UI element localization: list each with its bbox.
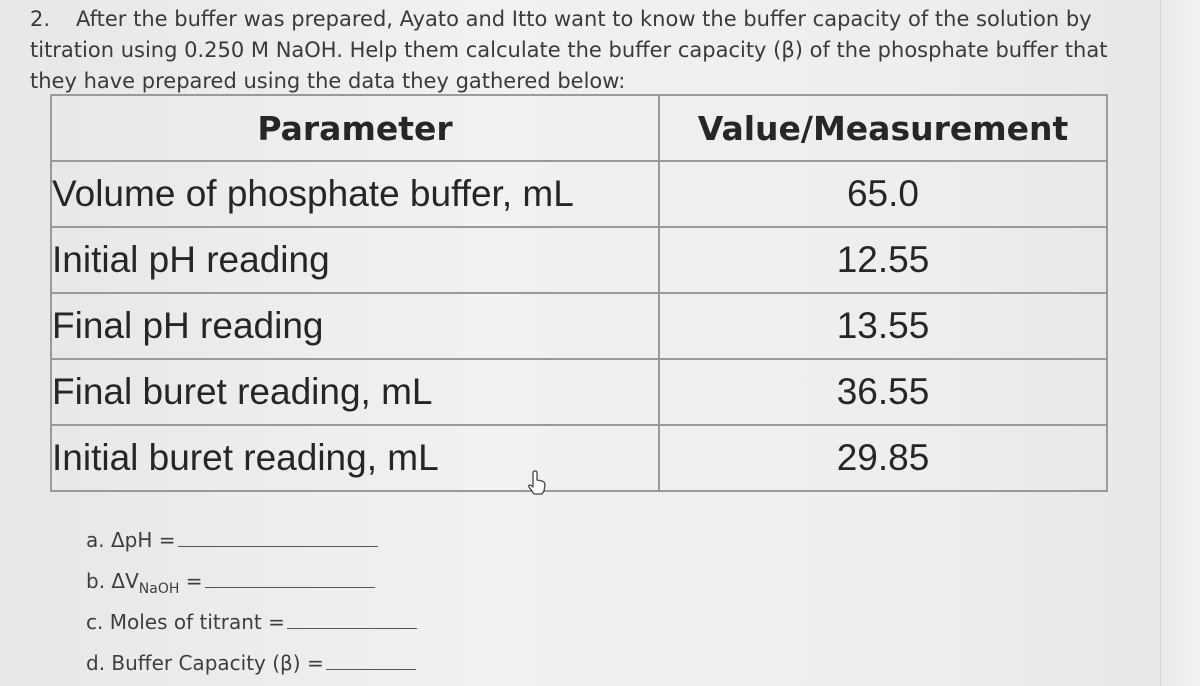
header-parameter: Parameter — [51, 95, 659, 161]
parameter-cell: Final buret reading, mL — [51, 359, 659, 425]
answer-a-blank[interactable] — [178, 532, 378, 547]
question-body: After the buffer was prepared, Ayato and Itto want to know the buffer capacity of the solution by titration using 0.250 M NaOH. Help them calculate the buffer capacity (β) of the phosphate buffer that they have prepared using the data they gathered below: — [30, 7, 1108, 93]
answer-a-label: a. ΔpH = — [86, 528, 176, 552]
answer-d — [86, 643, 417, 684]
answer-d-blank[interactable] — [326, 655, 416, 670]
table-row — [51, 425, 1107, 491]
table-row — [51, 227, 1107, 293]
answer-b-blank[interactable] — [205, 573, 375, 588]
answer-b-suffix: = — [179, 569, 203, 593]
table-row — [51, 359, 1107, 425]
table-row — [51, 293, 1107, 359]
hand-pointer-icon — [526, 470, 548, 496]
parameter-cell: Final pH reading — [51, 293, 659, 359]
data-table — [50, 94, 1108, 492]
answer-a — [86, 520, 417, 561]
header-value: Value/Measurement — [659, 95, 1107, 161]
answer-b-subscript: NaOH — [138, 581, 180, 597]
answer-c — [86, 602, 417, 643]
table-row — [51, 161, 1107, 227]
value-cell: 12.55 — [659, 227, 1107, 293]
value-cell: 13.55 — [659, 293, 1107, 359]
table-header-row — [51, 95, 1107, 161]
page-edge — [1160, 0, 1200, 686]
question-number: 2. — [30, 7, 51, 31]
answer-section — [86, 520, 417, 684]
question-text — [30, 4, 1140, 97]
value-cell: 36.55 — [659, 359, 1107, 425]
parameter-cell: Initial buret reading, mL — [51, 425, 659, 491]
answer-b — [86, 561, 417, 602]
value-cell: 29.85 — [659, 425, 1107, 491]
parameter-cell: Volume of phosphate buffer, mL — [51, 161, 659, 227]
parameter-cell: Initial pH reading — [51, 227, 659, 293]
answer-c-blank[interactable] — [287, 614, 417, 629]
value-cell: 65.0 — [659, 161, 1107, 227]
answer-b-prefix: b. ΔV — [86, 569, 139, 593]
answer-c-label: c. Moles of titrant = — [86, 610, 285, 634]
answer-d-label: d. Buffer Capacity (β) = — [86, 651, 324, 675]
